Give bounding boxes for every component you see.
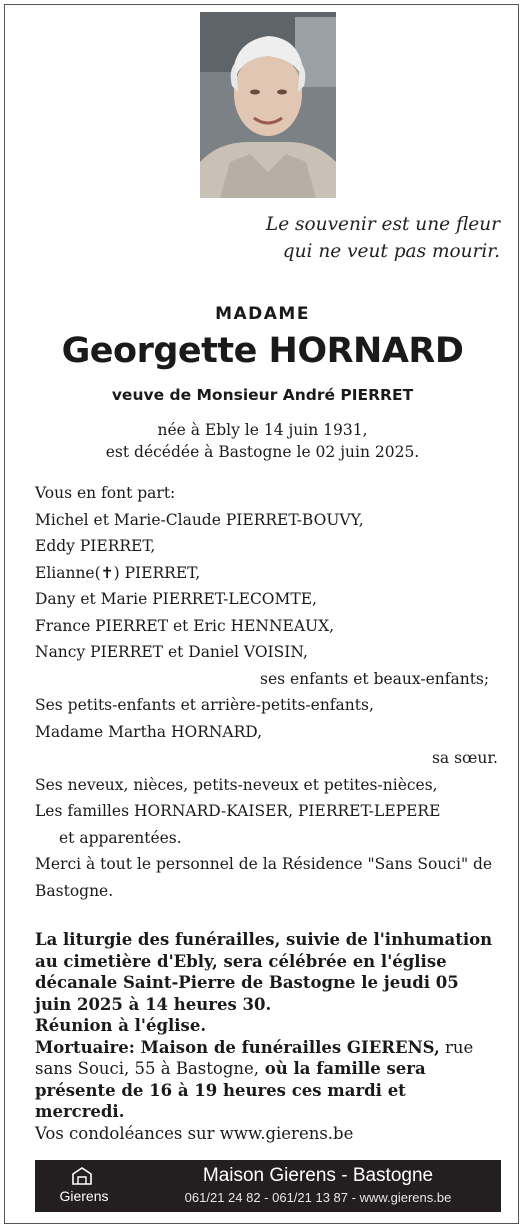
children-label: ses enfants et beaux-enfants; [260, 669, 490, 688]
banner-title: Maison Gierens - Bastogne [202, 1165, 434, 1186]
meeting-text: Réunion à l'église. [35, 1016, 207, 1035]
sister-label: sa sœur. [431, 749, 498, 767]
mortuary-name: Mortuaire: Maison de funérailles GIERENS, [35, 1037, 440, 1057]
death-line: est décédée à Bastogne le 02 juin 2025. [105, 443, 420, 461]
family-member: Elianne(✝) PIERRET, [35, 563, 201, 582]
logo-text: Gierens [59, 1188, 109, 1204]
family-intro: Vous en font part: [35, 484, 176, 502]
quote-line-1: Le souvenir est une fleur [265, 214, 500, 235]
funeral-details [35, 929, 495, 1144]
mortuary-visit: où la famille sera présente de 16 à 19 heures ces mardi et mercredi. [35, 1059, 426, 1121]
family-announcement [35, 480, 500, 904]
banner-contact: 061/21 24 82 - 061/21 13 87 - www.gierens.be [184, 1190, 452, 1205]
deceased-name: Georgette HORNARD [61, 331, 464, 371]
sister-line: Madame Martha HORNARD, [35, 722, 263, 741]
family-member: Eddy PIERRET, [35, 537, 156, 555]
birth-line: née à Ebly le 14 juin 1931, [157, 421, 368, 439]
funeral-home-banner [35, 1160, 501, 1212]
building-logo-icon [71, 1166, 93, 1186]
families-line: Les familles HORNARD-KAISER, PIERRET-LEPERE [35, 802, 441, 820]
family-member: Dany et Marie PIERRET-LECOMTE, [35, 590, 317, 608]
portrait-photo [200, 12, 336, 198]
thanks-line: Merci à tout le personnel de la Résidence "Sans Souci" de Bastogne. [35, 855, 493, 900]
quote-line-2: qui ne veut pas mourir. [282, 241, 500, 262]
family-member: Michel et Marie-Claude PIERRET-BOUVY, [35, 510, 364, 529]
gierens-logo [49, 1166, 119, 1206]
condolences-line: Vos condoléances sur www.gierens.be [35, 1123, 354, 1143]
memorial-quote [266, 211, 500, 265]
widow-of-line: veuve de Monsieur André PIERRET [111, 386, 414, 404]
honorific-title: MADAME [215, 304, 310, 324]
nephews-line: Ses neveux, nièces, petits-neveux et petites-nièces, [35, 775, 438, 794]
related-line: et apparentées. [59, 828, 182, 847]
family-member: Nancy PIERRET et Daniel VOISIN, [35, 643, 308, 661]
family-member: France PIERRET et Eric HENNEAUX, [35, 616, 335, 635]
mortuary-address: rue sans Souci, 55 à Bastogne, [35, 1037, 474, 1078]
liturgy-text: La liturgie des funérailles, suivie de l'inhumation au cimetière d'Ebly, sera célébrée en l'église décanale Saint-Pierre de Bastogne le jeudi 05 juin 2025 à 14 heures 30. [35, 930, 493, 1014]
grandchildren-line: Ses petits-enfants et arrière-petits-enfants, [35, 696, 374, 714]
birth-death-info [0, 419, 525, 463]
